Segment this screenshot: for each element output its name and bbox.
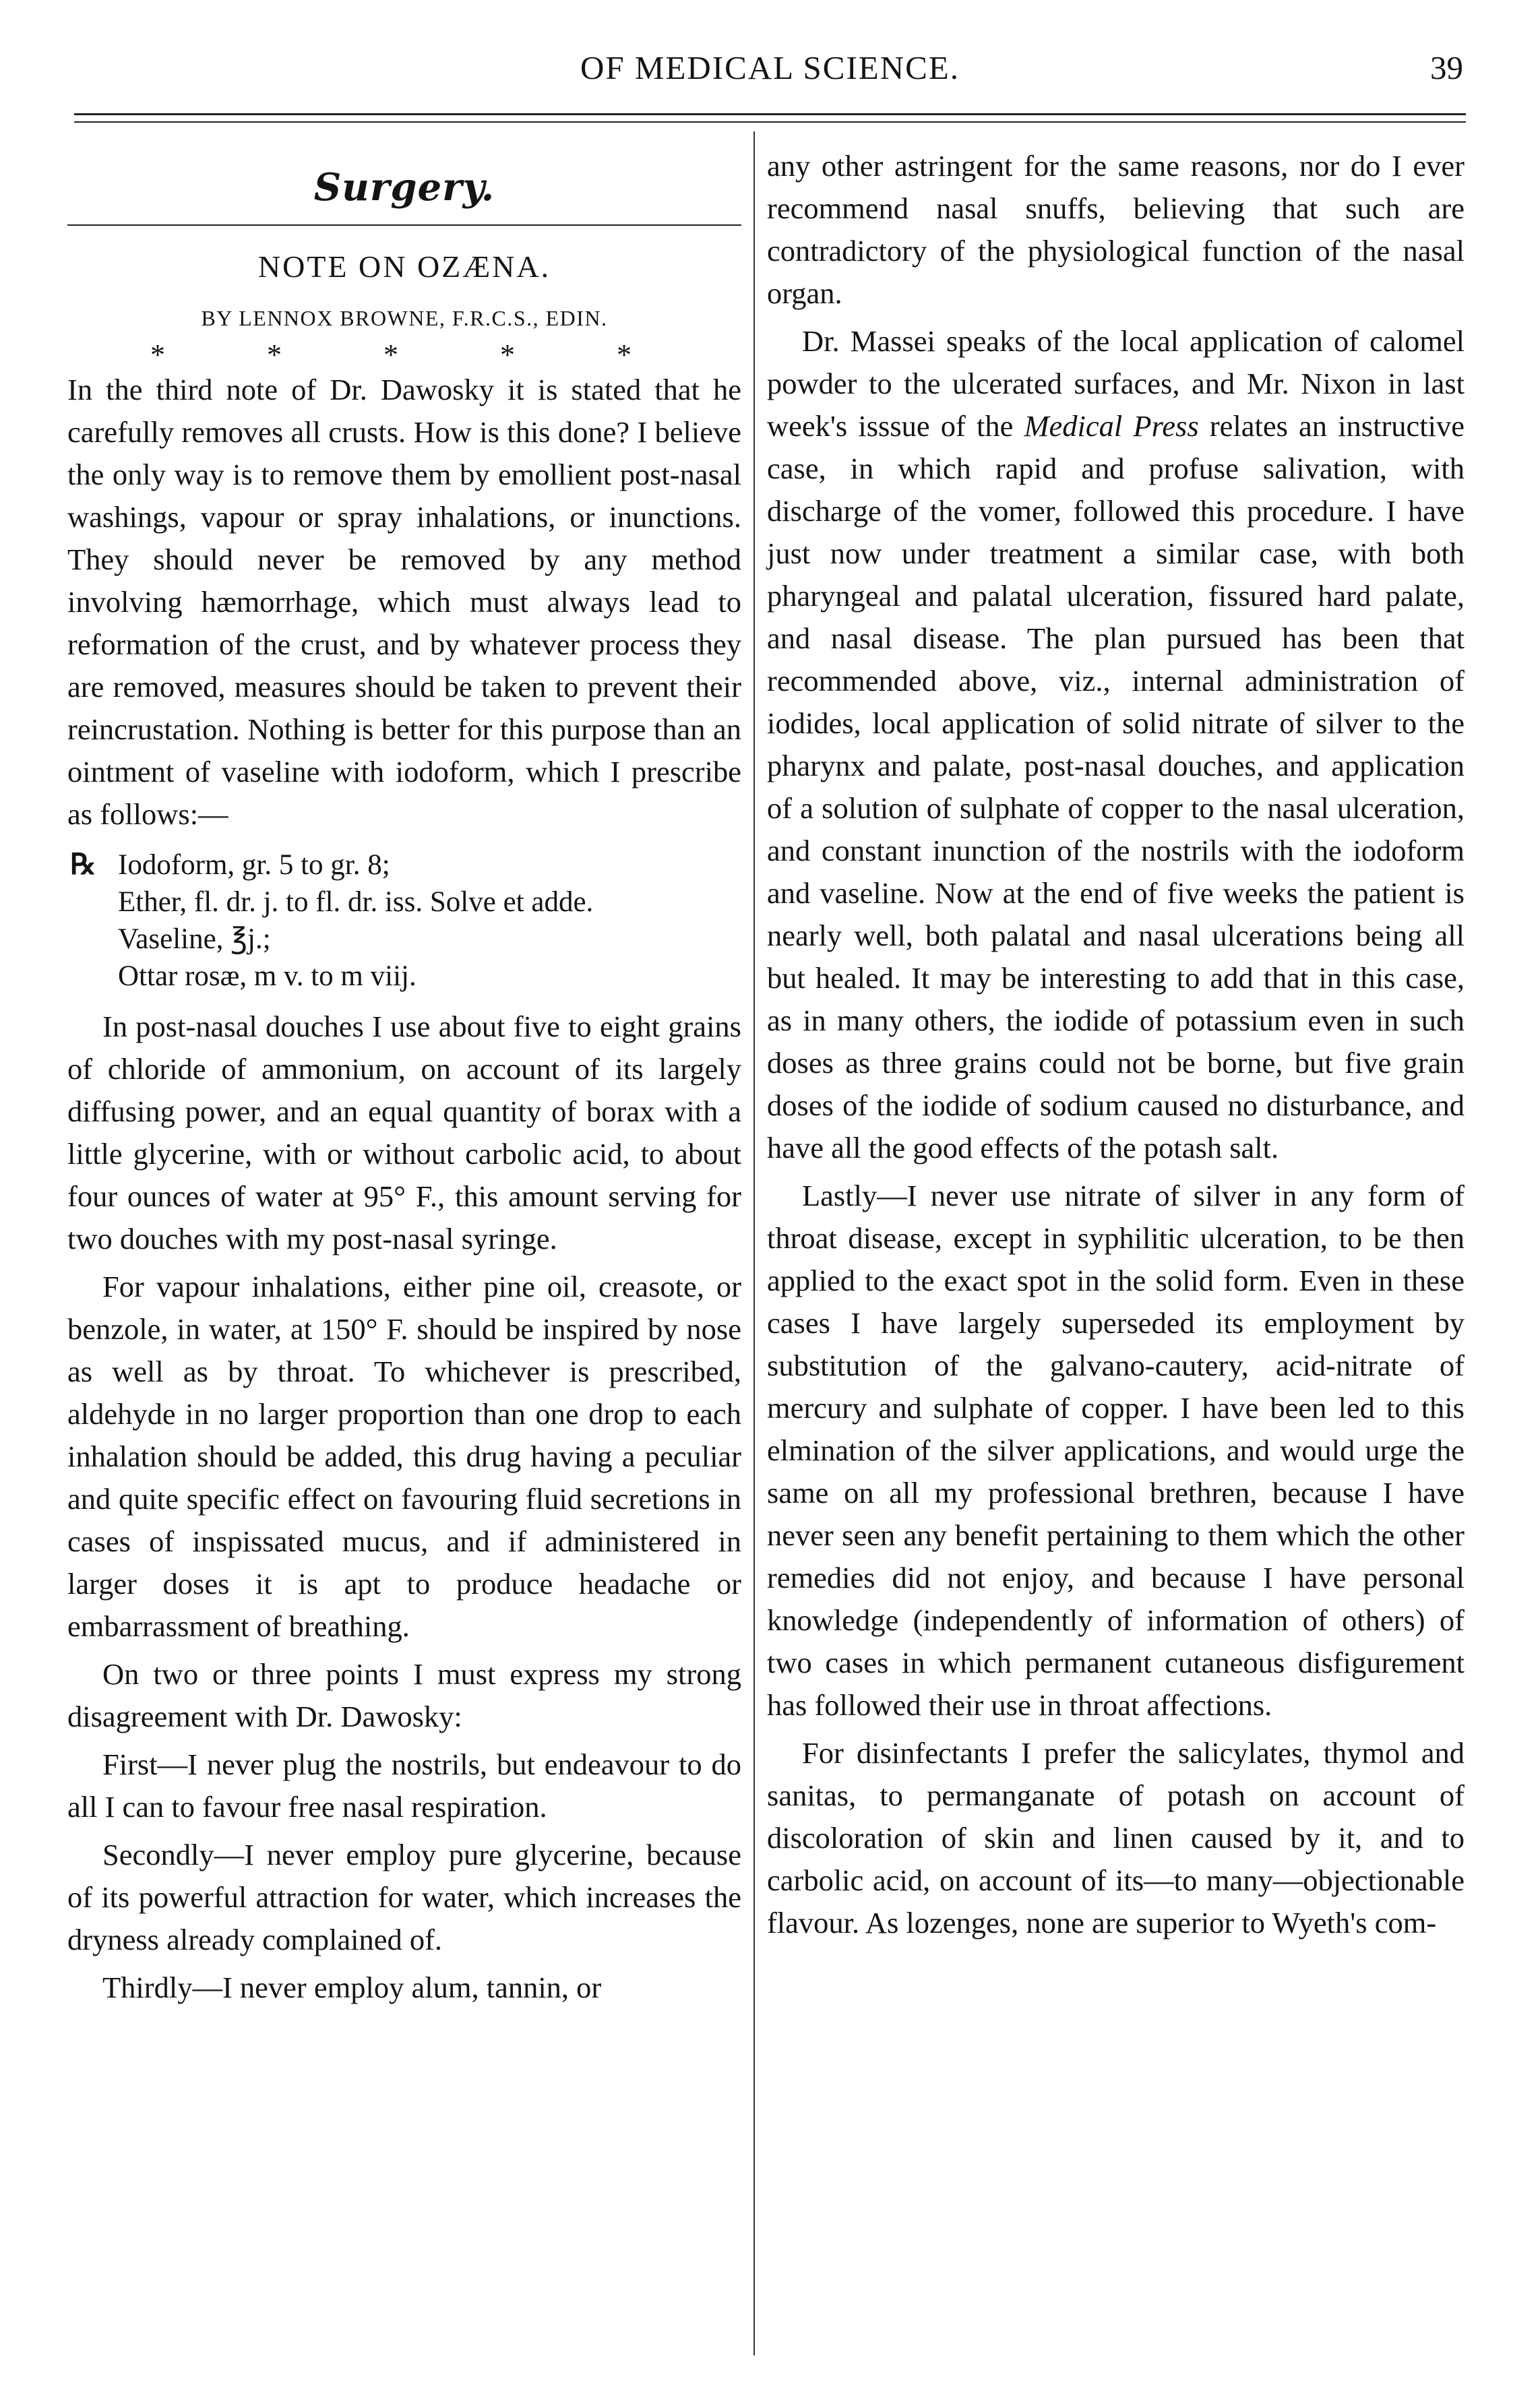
prescription-line: Vaseline, ℥j.; [118, 923, 271, 955]
article-byline: BY LENNOX BROWNE, F.R.C.S., EDIN. [201, 306, 608, 330]
section-heading: Surgery. [313, 165, 495, 210]
header-rule-secondary [74, 121, 1466, 123]
paragraph: On two or three points I must express my strong disagreement with Dr. Dawosky: [67, 1657, 741, 1733]
journal-title: Medical Press [1024, 409, 1199, 443]
prescription [67, 846, 741, 995]
paragraph: First—I never plug the nostrils, but endeavour to do all I can to favour free nasal respiration. [67, 1747, 741, 1824]
paragraph: In the third note of Dr. Dawosky it is stated that he carefully removes all crusts. How is this done? I believe the only way is to remove them by emollient post-nasal washings, vapour or spray inhalations, or inunctions. They should never be removed by any method involving hæmorrhage, which must always lead to reformation of the crust, and by whatever process they are removed, measures should be taken to prevent their reincrustation. Nothing is better for this purpose than an ointment of vaseline with iodoform, which I prescribe as follows:— [67, 373, 741, 831]
left-column [67, 145, 741, 2014]
page-number: 39 [1430, 49, 1463, 86]
paragraph: For disinfectants I prefer the salicylates, thymol and sanitas, to permanganate of potash on account of discoloration of skin and linen caused by it, and to carbolic acid, on account of its—to many—objectionable flavour. As lozenges, none are superior to Wyeth's com- [767, 1736, 1465, 1940]
paragraph: Lastly—I never use nitrate of silver in any form of throat disease, except in syphilitic ulceration, to be then applied to the exact spot in the solid form. Even in these cases I have largely superseded its employment by substitution of the galvano-cautery, acid-nitrate of mercury and sulphate of copper. I have been led to this elmination of the silver applications, and would urge the same on all my professional brethren, because I have never seen any benefit pertaining to them which the other remedies did not enjoy, and because I have personal knowledge (independently of information of others) of two cases in which permanent cutaneous disfigurement has followed their use in throat affections. [767, 1179, 1465, 1722]
prescription-line: Ether, fl. dr. j. to fl. dr. iss. Solve et adde. [118, 886, 594, 918]
section-rule [67, 224, 741, 226]
asterisk-separator: * * * * * [150, 338, 679, 371]
article-title: NOTE ON OZÆNA. [257, 249, 551, 284]
header-rule [74, 113, 1466, 115]
paragraph: Dr. Massei speaks of the local application of calomel powder to the ulcerated surfaces, and Mr. Nixon in last week's isssue of the Medical Press relates an instructive case, in which rapid and profuse salivation, with discharge of the vomer, followed this procedure. I have just now under treatment a similar case, with both pharyngeal and palatal ulceration, fissured hard palate, and nasal disease. The plan pursued has been that recommended above, viz., internal administration of iodides, local application of solid nitrate of silver to the pharynx and palate, post-nasal douches, and application of a solution of sulphate of copper to the nasal ulceration, and constant inunction of the nostrils with the iodoform and vaseline. Now at the end of five weeks the patient is nearly well, both palatal and nasal ulcerations being all but healed. It may be interesting to add that in this case, as in many others, the iodide of potassium even in such doses as three grains could not be borne, but five grain doses of the iodide of sodium caused no disturbance, and have all the good effects of the potash salt. [767, 324, 1465, 1165]
paragraph: Secondly—I never employ pure glycerine, because of its powerful attraction for water, which increases the dryness already complained of. [67, 1838, 741, 1956]
paragraph: For vapour inhalations, either pine oil, creasote, or benzole, in water, at 150° F. should be inspired by nose as well as by throat. To whichever is prescribed, aldehyde in no larger proportion than one drop to each inhalation should be added, this drug having a peculiar and quite specific effect on favouring fluid secretions in cases of inspissated mucus, and if administered in larger doses it is apt to produce headache or embarrassment of breathing. [67, 1270, 741, 1643]
paragraph: any other astringent for the same reasons, nor do I ever recommend nasal snuffs, believing that such are contradictory of the physiological function of the nasal organ. [767, 149, 1465, 310]
running-header [67, 42, 1473, 96]
paragraph: Thirdly—I never employ alum, tannin, or [102, 1971, 602, 2004]
prescription-line: Ottar rosæ, m v. to m viij. [118, 960, 417, 992]
recipe-symbol: ℞ [70, 849, 96, 881]
right-column [767, 145, 1465, 1950]
prescription-line: ℞ Iodoform, gr. 5 to gr. 8; [67, 846, 741, 884]
column-divider [753, 131, 755, 2355]
paragraph: In post-nasal douches I use about five to eight grains of chloride of ammonium, on account of its largely diffusing power, and an equal quantity of borax with a little glycerine, with or without carbolic acid, to about four ounces of water at 95° F., this amount serving for two douches with my post-nasal syringe. [67, 1010, 741, 1256]
running-title: OF MEDICAL SCIENCE. [580, 49, 960, 86]
